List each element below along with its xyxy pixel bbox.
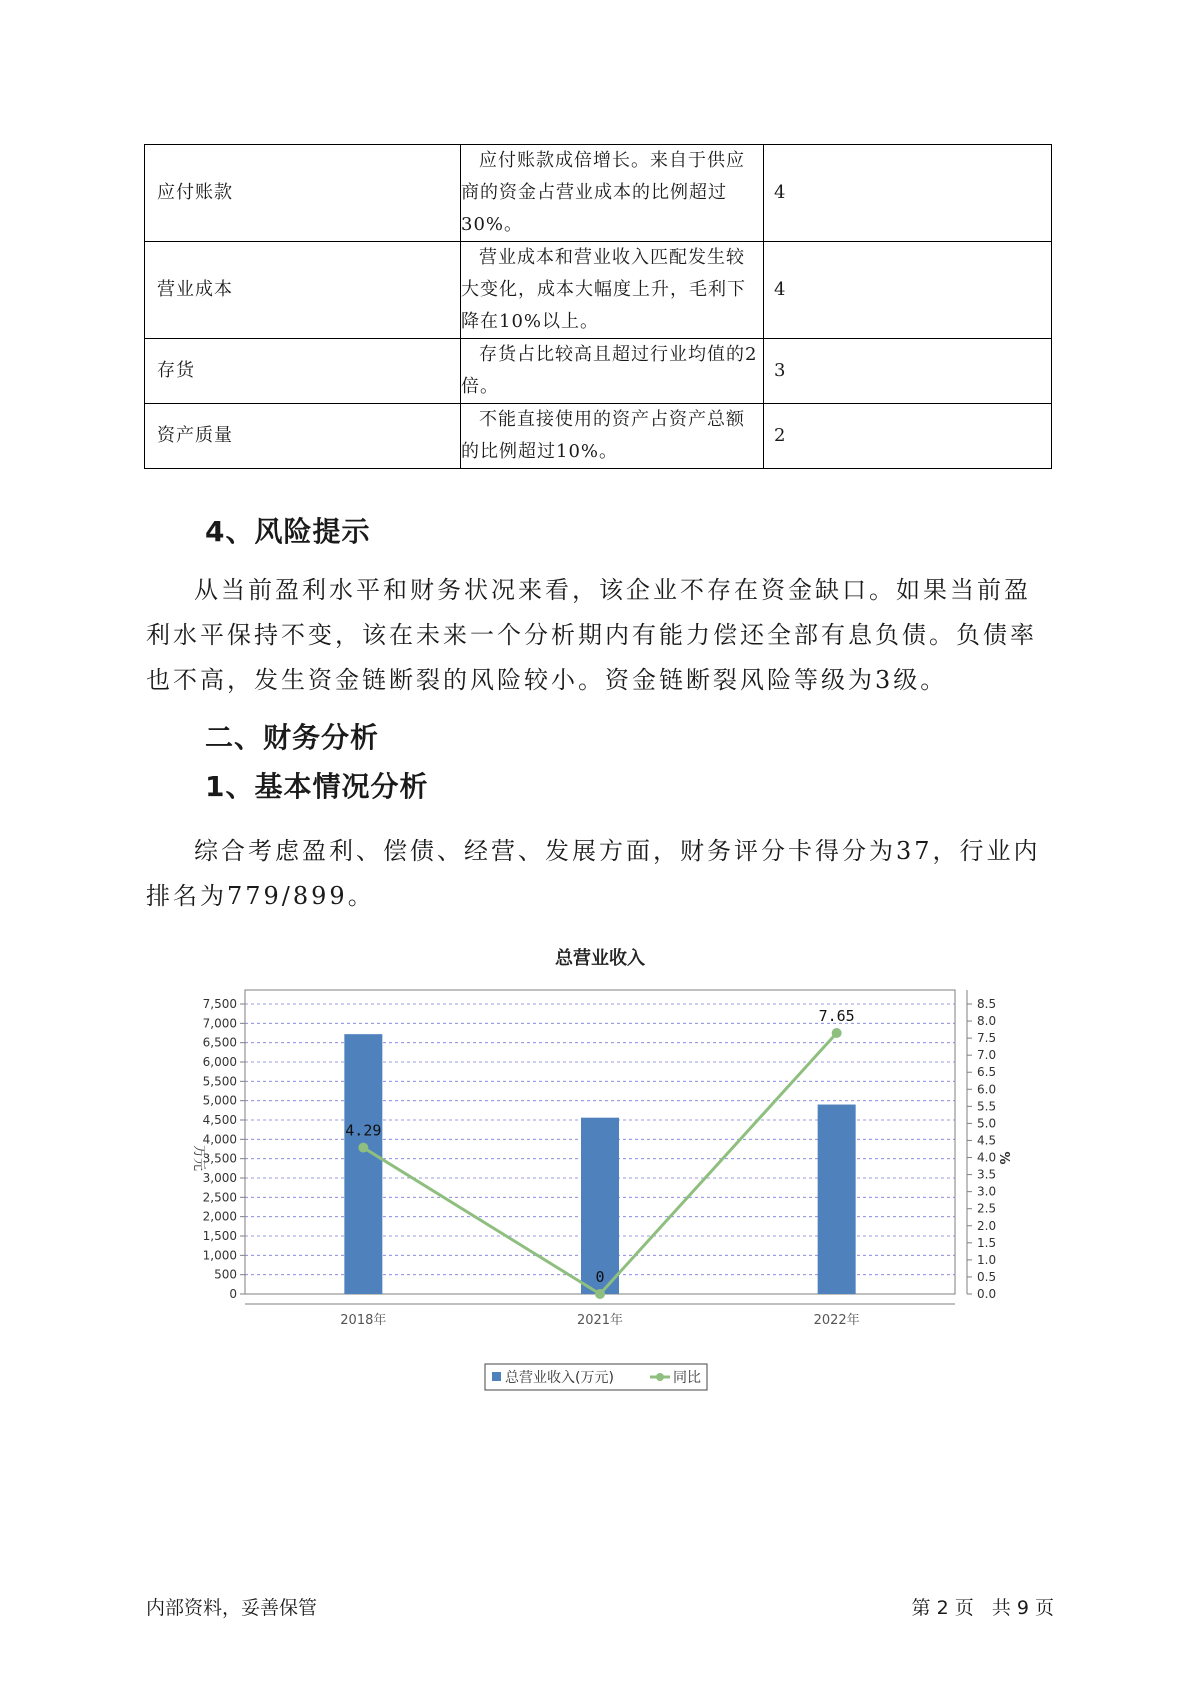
basic-analysis-heading: 1、基本情况分析	[205, 770, 429, 803]
right-tick-label: 7.0	[977, 1048, 997, 1063]
right-tick-label: 8.0	[977, 1014, 997, 1029]
description-line: 应付账款成倍增长。来自于供应	[479, 150, 745, 171]
right-tick-label: 4.5	[977, 1133, 997, 1148]
legend-label-yoy: 同比	[673, 1370, 701, 1386]
table-cell-description	[461, 404, 764, 469]
left-tick-label: 6,500	[202, 1035, 237, 1050]
right-tick-label: 7.5	[977, 1031, 997, 1046]
table-row	[145, 242, 1052, 339]
description-line: 营业成本和营业收入匹配发生较	[479, 247, 745, 268]
bar-revenue	[818, 1105, 856, 1294]
right-tick-label: 5.0	[977, 1116, 997, 1131]
description-line: 存货占比较高且超过行业均值的2	[479, 344, 758, 365]
left-tick-label: 6,000	[202, 1055, 237, 1069]
right-tick-label: 3.5	[977, 1167, 997, 1182]
table-cell-level: 4	[764, 145, 1052, 242]
left-axis-label: 万元	[191, 1144, 206, 1172]
right-tick-label: 2.0	[977, 1218, 997, 1233]
data-label-yoy: 7.65	[818, 1007, 855, 1025]
risk-heading: 4、风险提示	[205, 515, 371, 548]
revenue-chart	[150, 940, 1030, 1400]
left-tick-label: 3,000	[202, 1171, 237, 1185]
x-tick-label: 2021年	[576, 1313, 624, 1328]
finance-analysis-heading: 二、财务分析	[205, 721, 380, 754]
left-tick-label: 2,000	[202, 1209, 237, 1224]
table-row	[145, 404, 1052, 469]
left-tick-label: 0	[229, 1287, 237, 1301]
right-tick-label: 6.5	[977, 1065, 997, 1080]
point-yoy	[832, 1028, 842, 1038]
point-yoy	[595, 1289, 605, 1299]
left-tick-label: 5,500	[202, 1074, 237, 1089]
left-tick-label: 1,000	[202, 1248, 237, 1263]
x-tick-label: 2018年	[340, 1313, 387, 1328]
left-tick-label: 5,000	[202, 1093, 237, 1108]
right-tick-label: 1.5	[977, 1235, 997, 1250]
data-label-yoy: 4.29	[345, 1121, 382, 1140]
table-cell-item: 资产质量	[145, 404, 461, 469]
risk-indicator-table	[144, 144, 1052, 469]
right-tick-label: 4.0	[977, 1150, 997, 1165]
left-tick-label: 4,500	[202, 1113, 237, 1127]
right-tick-label: 8.5	[977, 997, 997, 1011]
left-tick-label: 7,000	[202, 1016, 237, 1031]
right-tick-label: 5.5	[977, 1099, 997, 1114]
left-tick-label: 2,500	[202, 1190, 237, 1205]
table-cell-item: 存货	[145, 339, 461, 404]
table-cell-level: 4	[764, 242, 1052, 339]
table-cell-description	[461, 145, 764, 242]
description-line: 商的资金占营业成本的比例超过	[461, 182, 727, 203]
description-line: 大变化，成本大幅度上升，毛利下	[461, 279, 746, 300]
left-tick-label: 1,500	[202, 1229, 237, 1243]
left-tick-label: 3,500	[202, 1151, 237, 1166]
left-tick-label: 7,500	[202, 997, 237, 1011]
table-cell-description	[461, 242, 764, 339]
chart-title: 总营业收入	[555, 948, 645, 969]
description-line: 不能直接使用的资产占资产总额	[479, 409, 745, 430]
description-line: 倍。	[461, 376, 499, 397]
footer-page-number: 第 2 页 共 9 页	[911, 1597, 1054, 1619]
table-cell-description	[461, 339, 764, 404]
table-cell-level: 2	[764, 404, 1052, 469]
right-tick-label: 0.5	[977, 1269, 997, 1284]
table-cell-item: 应付账款	[145, 145, 461, 242]
description-line: 的比例超过10%。	[461, 441, 619, 462]
x-tick-label: 2022年	[813, 1313, 860, 1328]
left-tick-label: 500	[214, 1267, 237, 1282]
legend-label-revenue: 总营业收入(万元)	[505, 1370, 614, 1386]
footer-confidential: 内部资料，妥善保管	[146, 1597, 318, 1619]
table-row	[145, 339, 1052, 404]
basic-analysis-paragraph: 综合考虑盈利、偿债、经营、发展方面，财务评分卡得分为37，行业内排名为779/899。	[146, 837, 1041, 910]
point-yoy	[358, 1143, 368, 1153]
table-cell-level: 3	[764, 339, 1052, 404]
left-tick-label: 4,000	[202, 1132, 237, 1147]
bar-revenue	[344, 1034, 382, 1294]
risk-paragraph: 从当前盈利水平和财务状况来看，该企业不存在资金缺口。如果当前盈利水平保持不变，该在未来一个分析期内有能力偿还全部有息负债。负债率也不高，发生资金链断裂的风险较小。资金链断裂风险等级为3级。	[146, 576, 1037, 694]
legend-marker-yoy	[656, 1373, 664, 1381]
right-tick-label: 3.0	[977, 1184, 997, 1199]
description-line: 降在10%以上。	[461, 311, 600, 332]
table-cell-item: 营业成本	[145, 242, 461, 339]
data-label-yoy: 0	[595, 1268, 605, 1286]
right-axis-label: %	[996, 1151, 1011, 1165]
right-tick-label: 2.5	[977, 1201, 997, 1216]
right-tick-label: 1.0	[977, 1252, 997, 1267]
right-tick-label: 6.0	[977, 1082, 997, 1097]
legend-swatch-revenue	[492, 1372, 501, 1381]
right-tick-label: 0.0	[977, 1287, 997, 1301]
description-line: 30%。	[461, 214, 524, 235]
table-row	[145, 145, 1052, 242]
